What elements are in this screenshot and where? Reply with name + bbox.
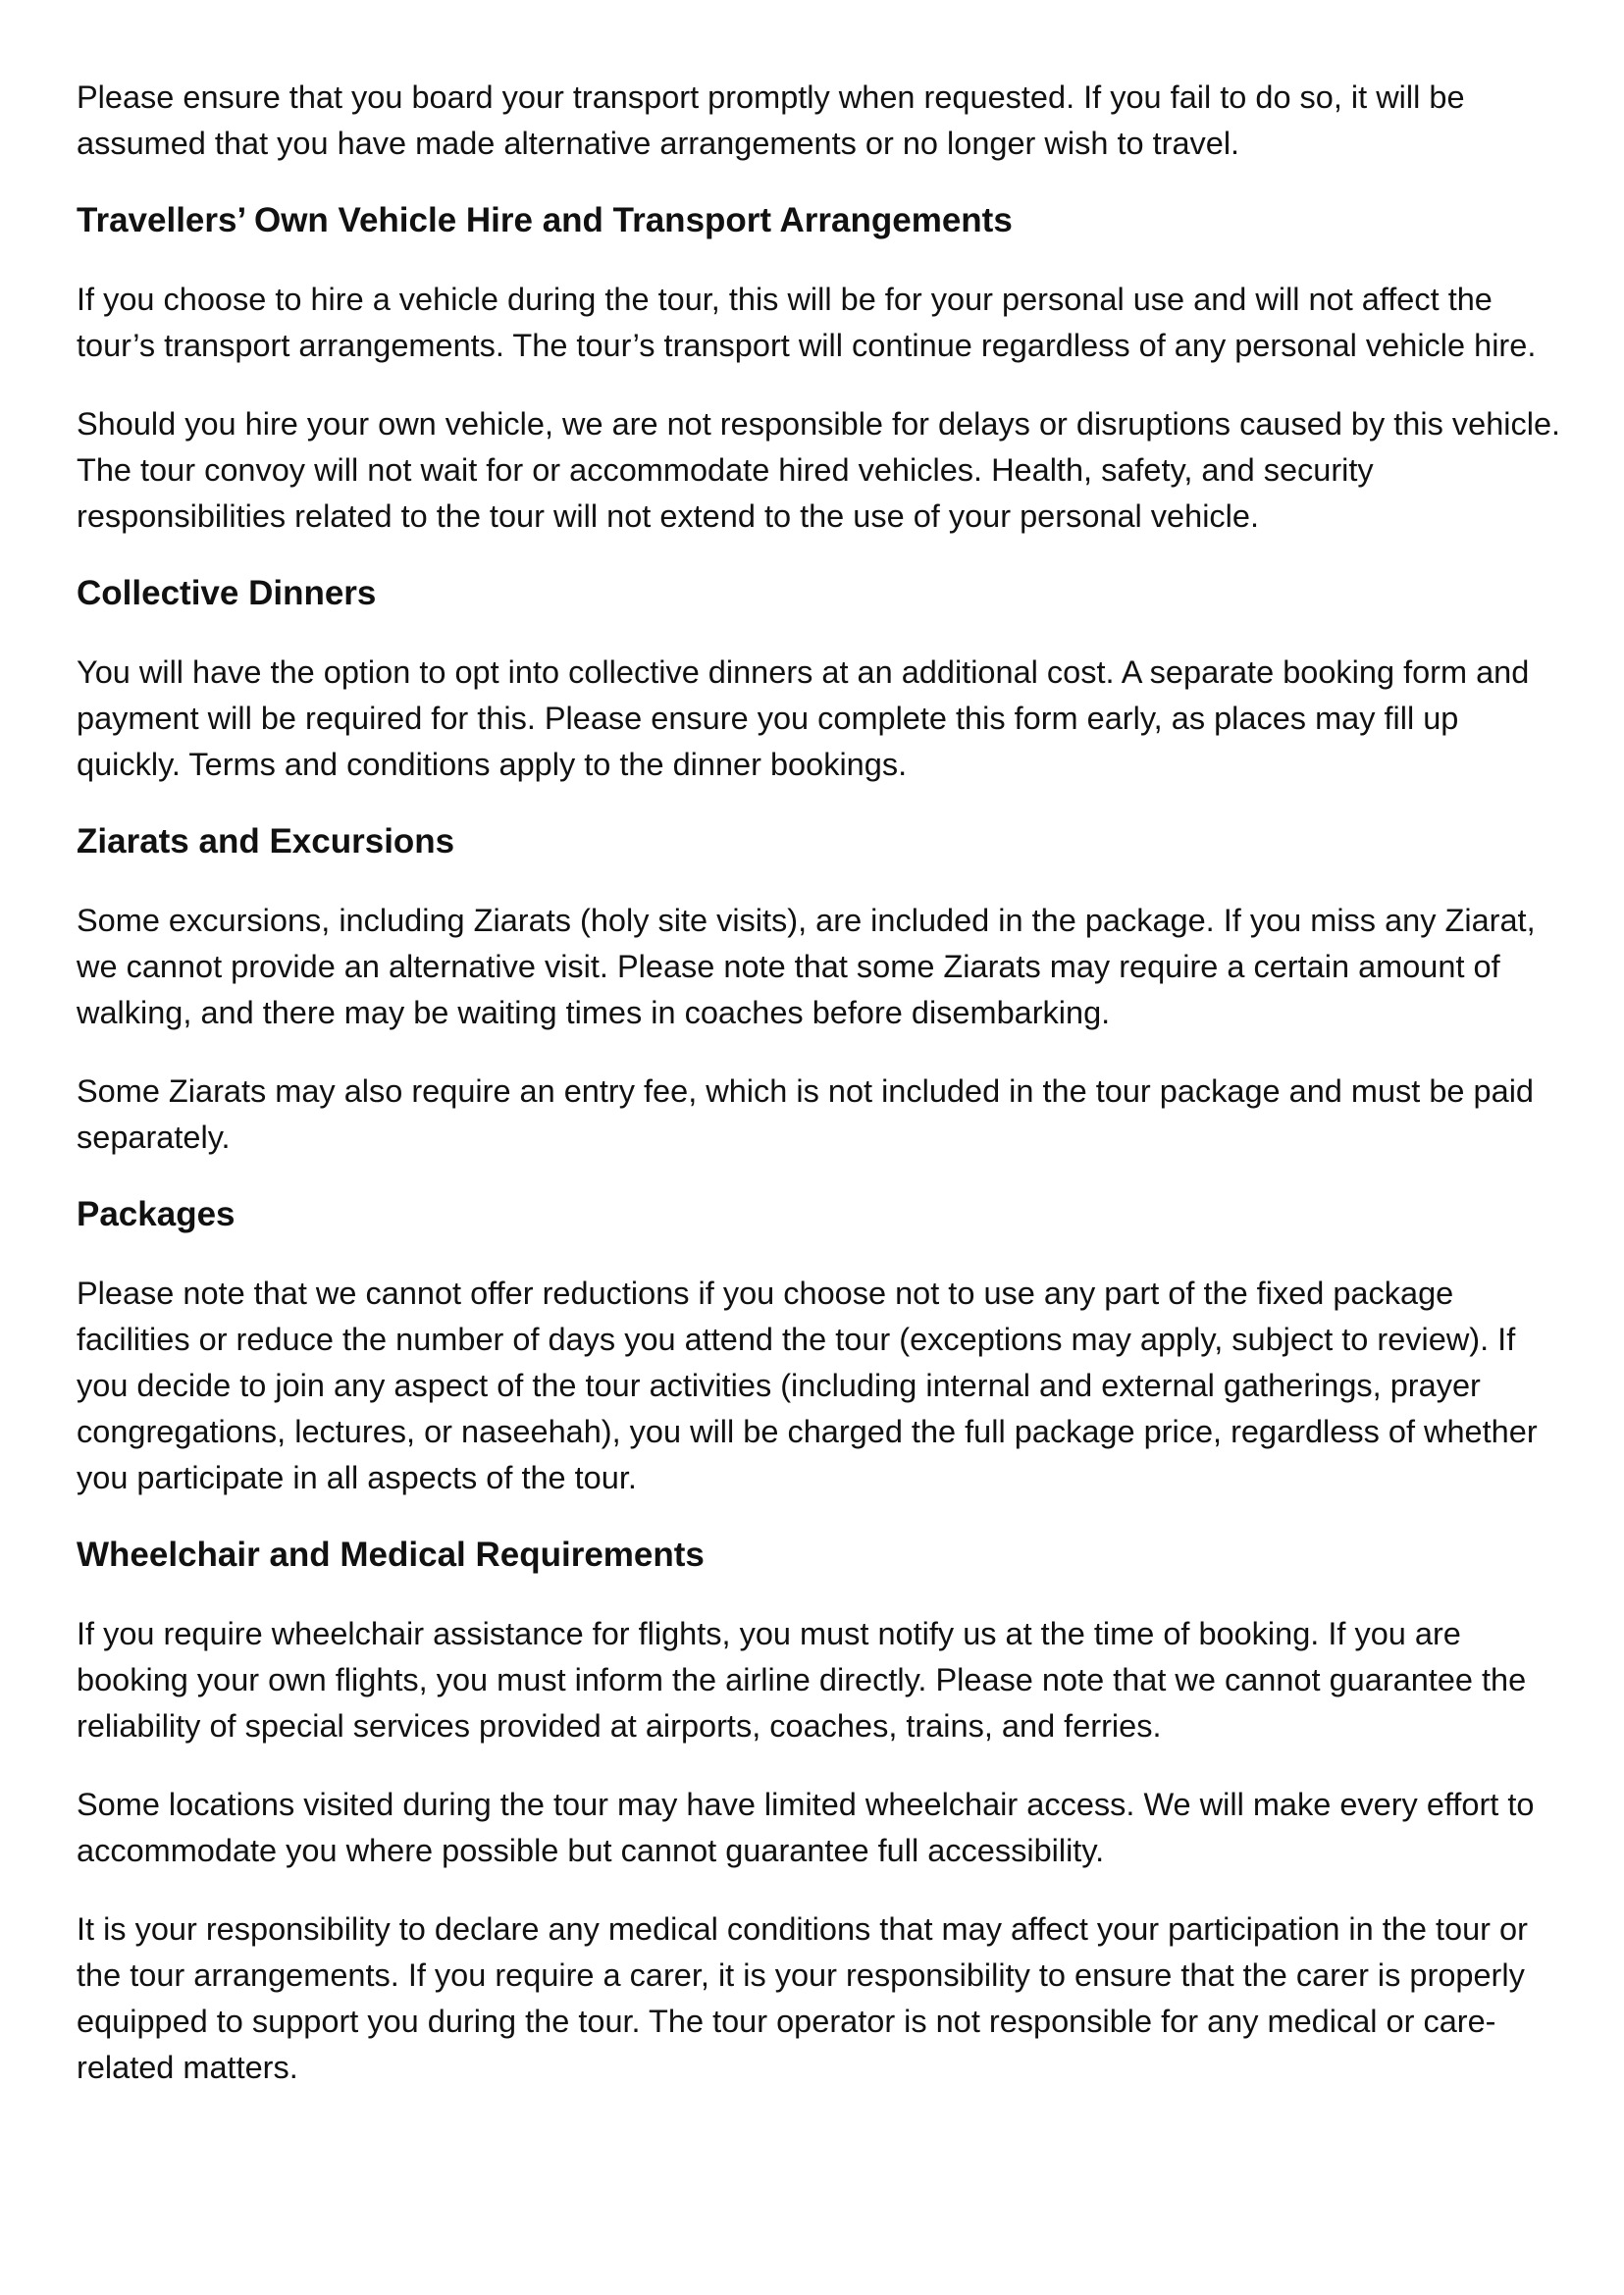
- paragraph-packages: Please note that we cannot offer reductions if you choose not to use any part of the fixed package facilities or reduce the number of days you attend the tour (exceptions may apply, subject to review). If you decide to join any aspect of the tour activities (including internal and external gatherings, prayer congregations, lectures, or naseehah), you will be charged the full package price, regardless of whether you participate in all aspects of the tour.: [77, 1276, 1538, 1495]
- heading-wheelchair-medical: Wheelchair and Medical Requirements: [77, 1536, 705, 1574]
- paragraph-ziarats-included: Some excursions, including Ziarats (holy site visits), are included in the package. If you miss any Ziarat, we cannot provide an alternative visit. Please note that some Ziarats may require a certain amount of walking, and there may be waiting times in coaches before disembarking.: [77, 903, 1536, 1030]
- heading-collective-dinners: Collective Dinners: [77, 574, 377, 612]
- paragraph-vehicle-hire-responsibility: Should you hire your own vehicle, we are not responsible for delays or disruptions caused by this vehicle. The tour convoy will not wait for or accommodate hired vehicles. Health, safety, and security responsibilities related to the tour will not extend to the use of your personal vehicle.: [77, 406, 1561, 534]
- paragraph-medical-conditions: It is your responsibility to declare any medical conditions that may affect your participation in the tour or the tour arrangements. If you require a carer, it is your responsibility to ensure that the carer is properly equipped to support you during the tour. The tour operator is not responsible for any medical or care-related matters.: [77, 1911, 1528, 2085]
- heading-packages: Packages: [77, 1195, 236, 1233]
- document-page: [77, 75, 1568, 2123]
- paragraph-collective-dinners: You will have the option to opt into collective dinners at an additional cost. A separate booking form and payment will be required for this. Please ensure you complete this form early, as places may fill up quickly. Terms and conditions apply to the dinner bookings.: [77, 654, 1530, 782]
- heading-vehicle-hire: Travellers’ Own Vehicle Hire and Transport Arrangements: [77, 201, 1013, 239]
- paragraph-wheelchair-flights: If you require wheelchair assistance for flights, you must notify us at the time of booking. If you are booking your own flights, you must inform the airline directly. Please note that we cannot guarantee the reliability of special services provided at airports, coaches, trains, and ferries.: [77, 1616, 1527, 1744]
- paragraph-ziarats-entry-fee: Some Ziarats may also require an entry fee, which is not included in the tour package and must be paid separately.: [77, 1073, 1534, 1155]
- paragraph-boarding: Please ensure that you board your transport promptly when requested. If you fail to do so, it will be assumed that you have made alternative arrangements or no longer wish to travel.: [77, 79, 1465, 161]
- heading-ziarats-excursions: Ziarats and Excursions: [77, 822, 455, 861]
- paragraph-wheelchair-access: Some locations visited during the tour may have limited wheelchair access. We will make every effort to accommodate you where possible but cannot guarantee full accessibility.: [77, 1787, 1535, 1868]
- paragraph-vehicle-hire-personal-use: If you choose to hire a vehicle during the tour, this will be for your personal use and will not affect the tour’s transport arrangements. The tour’s transport will continue regardless of any personal vehicle hire.: [77, 282, 1537, 363]
